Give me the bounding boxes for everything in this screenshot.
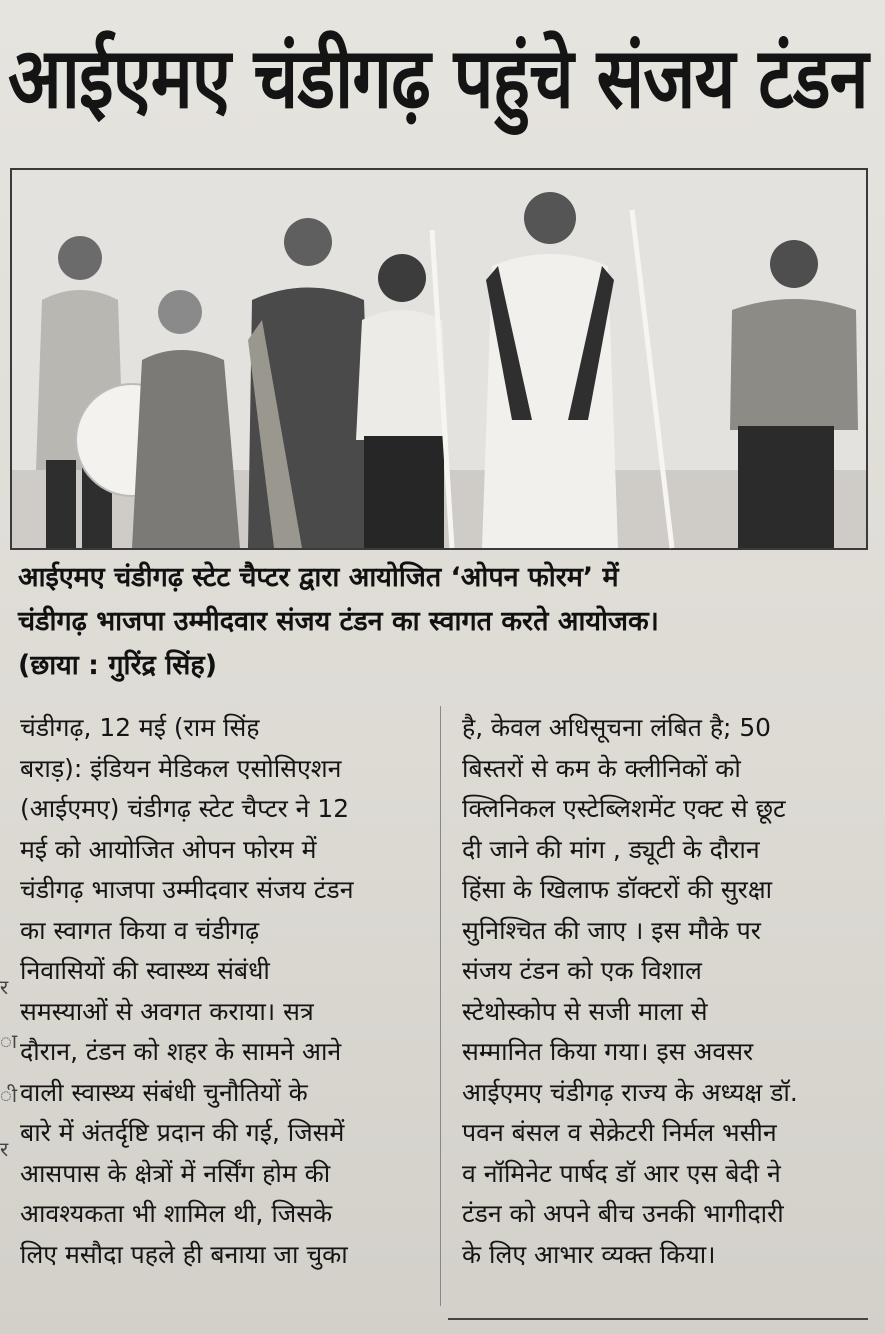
article-line: दौरान, टंडन को शहर के सामने आने bbox=[20, 1037, 342, 1066]
article-line: क्लिनिकल एस्टेब्लिशमेंट एक्ट से छूट bbox=[462, 794, 786, 823]
article-line: दी जाने की मांग , ड्यूटी के दौरान bbox=[462, 834, 760, 864]
article-line: लिए मसौदा पहले ही बनाया जा चुका bbox=[20, 1239, 348, 1269]
group-photo-icon bbox=[12, 170, 866, 548]
fragment-char: ा bbox=[0, 1029, 18, 1053]
article-line: समस्याओं से अवगत कराया। सत्र bbox=[20, 996, 314, 1026]
article-line: आसपास के क्षेत्रों में नर्सिंग होम की bbox=[20, 1158, 331, 1188]
bottom-divider bbox=[448, 1318, 868, 1320]
photo-caption bbox=[18, 556, 870, 688]
article-line: चंडीगढ़ भाजपा उम्मीदवार संजय टंडन bbox=[20, 875, 354, 904]
article-line: का स्वागत किया व चंडीगढ़ bbox=[20, 915, 260, 945]
article-line: आईएमए चंडीगढ़ राज्य के अध्यक्ष डॉ. bbox=[462, 1077, 798, 1107]
caption-line: चंडीगढ़ भाजपा उम्मीदवार संजय टंडन का स्वागत करते आयोजक। bbox=[18, 606, 659, 637]
article-line: के लिए आभार व्यक्त किया। bbox=[462, 1239, 716, 1269]
article-line: है, केवल अधिसूचना लंबित है; 50 bbox=[462, 713, 771, 742]
article-line: वाली स्वास्थ्य संबंधी चुनौतियों के bbox=[20, 1077, 308, 1107]
column-divider bbox=[440, 706, 441, 1306]
headline: आईएमए चंडीगढ़ पहुंचे संजय टंडन bbox=[8, 29, 868, 127]
article-line: बिस्तरों से कम के क्लीनिकों को bbox=[462, 753, 741, 783]
article-line: बराड़): इंडियन मेडिकल एसोसिएशन bbox=[20, 753, 342, 783]
caption-credit: (छाया : गुरिंद्र सिंह) bbox=[18, 650, 218, 681]
article-line: सुनिश्चित की जाए । इस मौके पर bbox=[462, 915, 761, 945]
article-line: स्टेथोस्कोप से सजी माला से bbox=[462, 996, 708, 1026]
news-photo bbox=[10, 168, 868, 550]
article-line: मई को आयोजित ओपन फोरम में bbox=[20, 834, 317, 864]
article-line: बारे में अंतर्दृष्टि प्रदान की गई, जिसमें bbox=[20, 1118, 345, 1147]
article-line: पवन बंसल व सेक्रेटरी निर्मल भसीन bbox=[462, 1118, 777, 1147]
caption-line: आईएमए चंडीगढ़ स्टेट चैप्टर द्वारा आयोजित ‘ओपन फोरम’ में bbox=[18, 562, 619, 593]
article-column-left bbox=[20, 708, 430, 1275]
article-line: आवश्यकता भी शामिल थी, जिसके bbox=[20, 1199, 333, 1228]
fragment-char: ी bbox=[0, 1083, 18, 1107]
article-line: निवासियों की स्वास्थ्य संबंधी bbox=[20, 956, 270, 985]
article-line: टंडन को अपने बीच उनकी भागीदारी bbox=[462, 1199, 784, 1228]
fragment-char: र bbox=[0, 1137, 9, 1161]
article-line: सम्मानित किया गया। इस अवसर bbox=[462, 1037, 754, 1066]
adjacent-column-fragment bbox=[0, 960, 18, 1260]
article-line: (आईएमए) चंडीगढ़ स्टेट चैप्टर ने 12 bbox=[20, 794, 350, 823]
fragment-char: र bbox=[0, 975, 9, 999]
article-line: संजय टंडन को एक विशाल bbox=[462, 956, 702, 985]
article-line: चंडीगढ़, 12 मई (राम सिंह bbox=[20, 713, 260, 742]
article-line: व नॉमिनेट पार्षद डॉ आर एस बेदी ने bbox=[462, 1158, 781, 1188]
article-line: हिंसा के खिलाफ डॉक्टरों की सुरक्षा bbox=[462, 875, 773, 904]
article-column-right bbox=[462, 708, 872, 1275]
